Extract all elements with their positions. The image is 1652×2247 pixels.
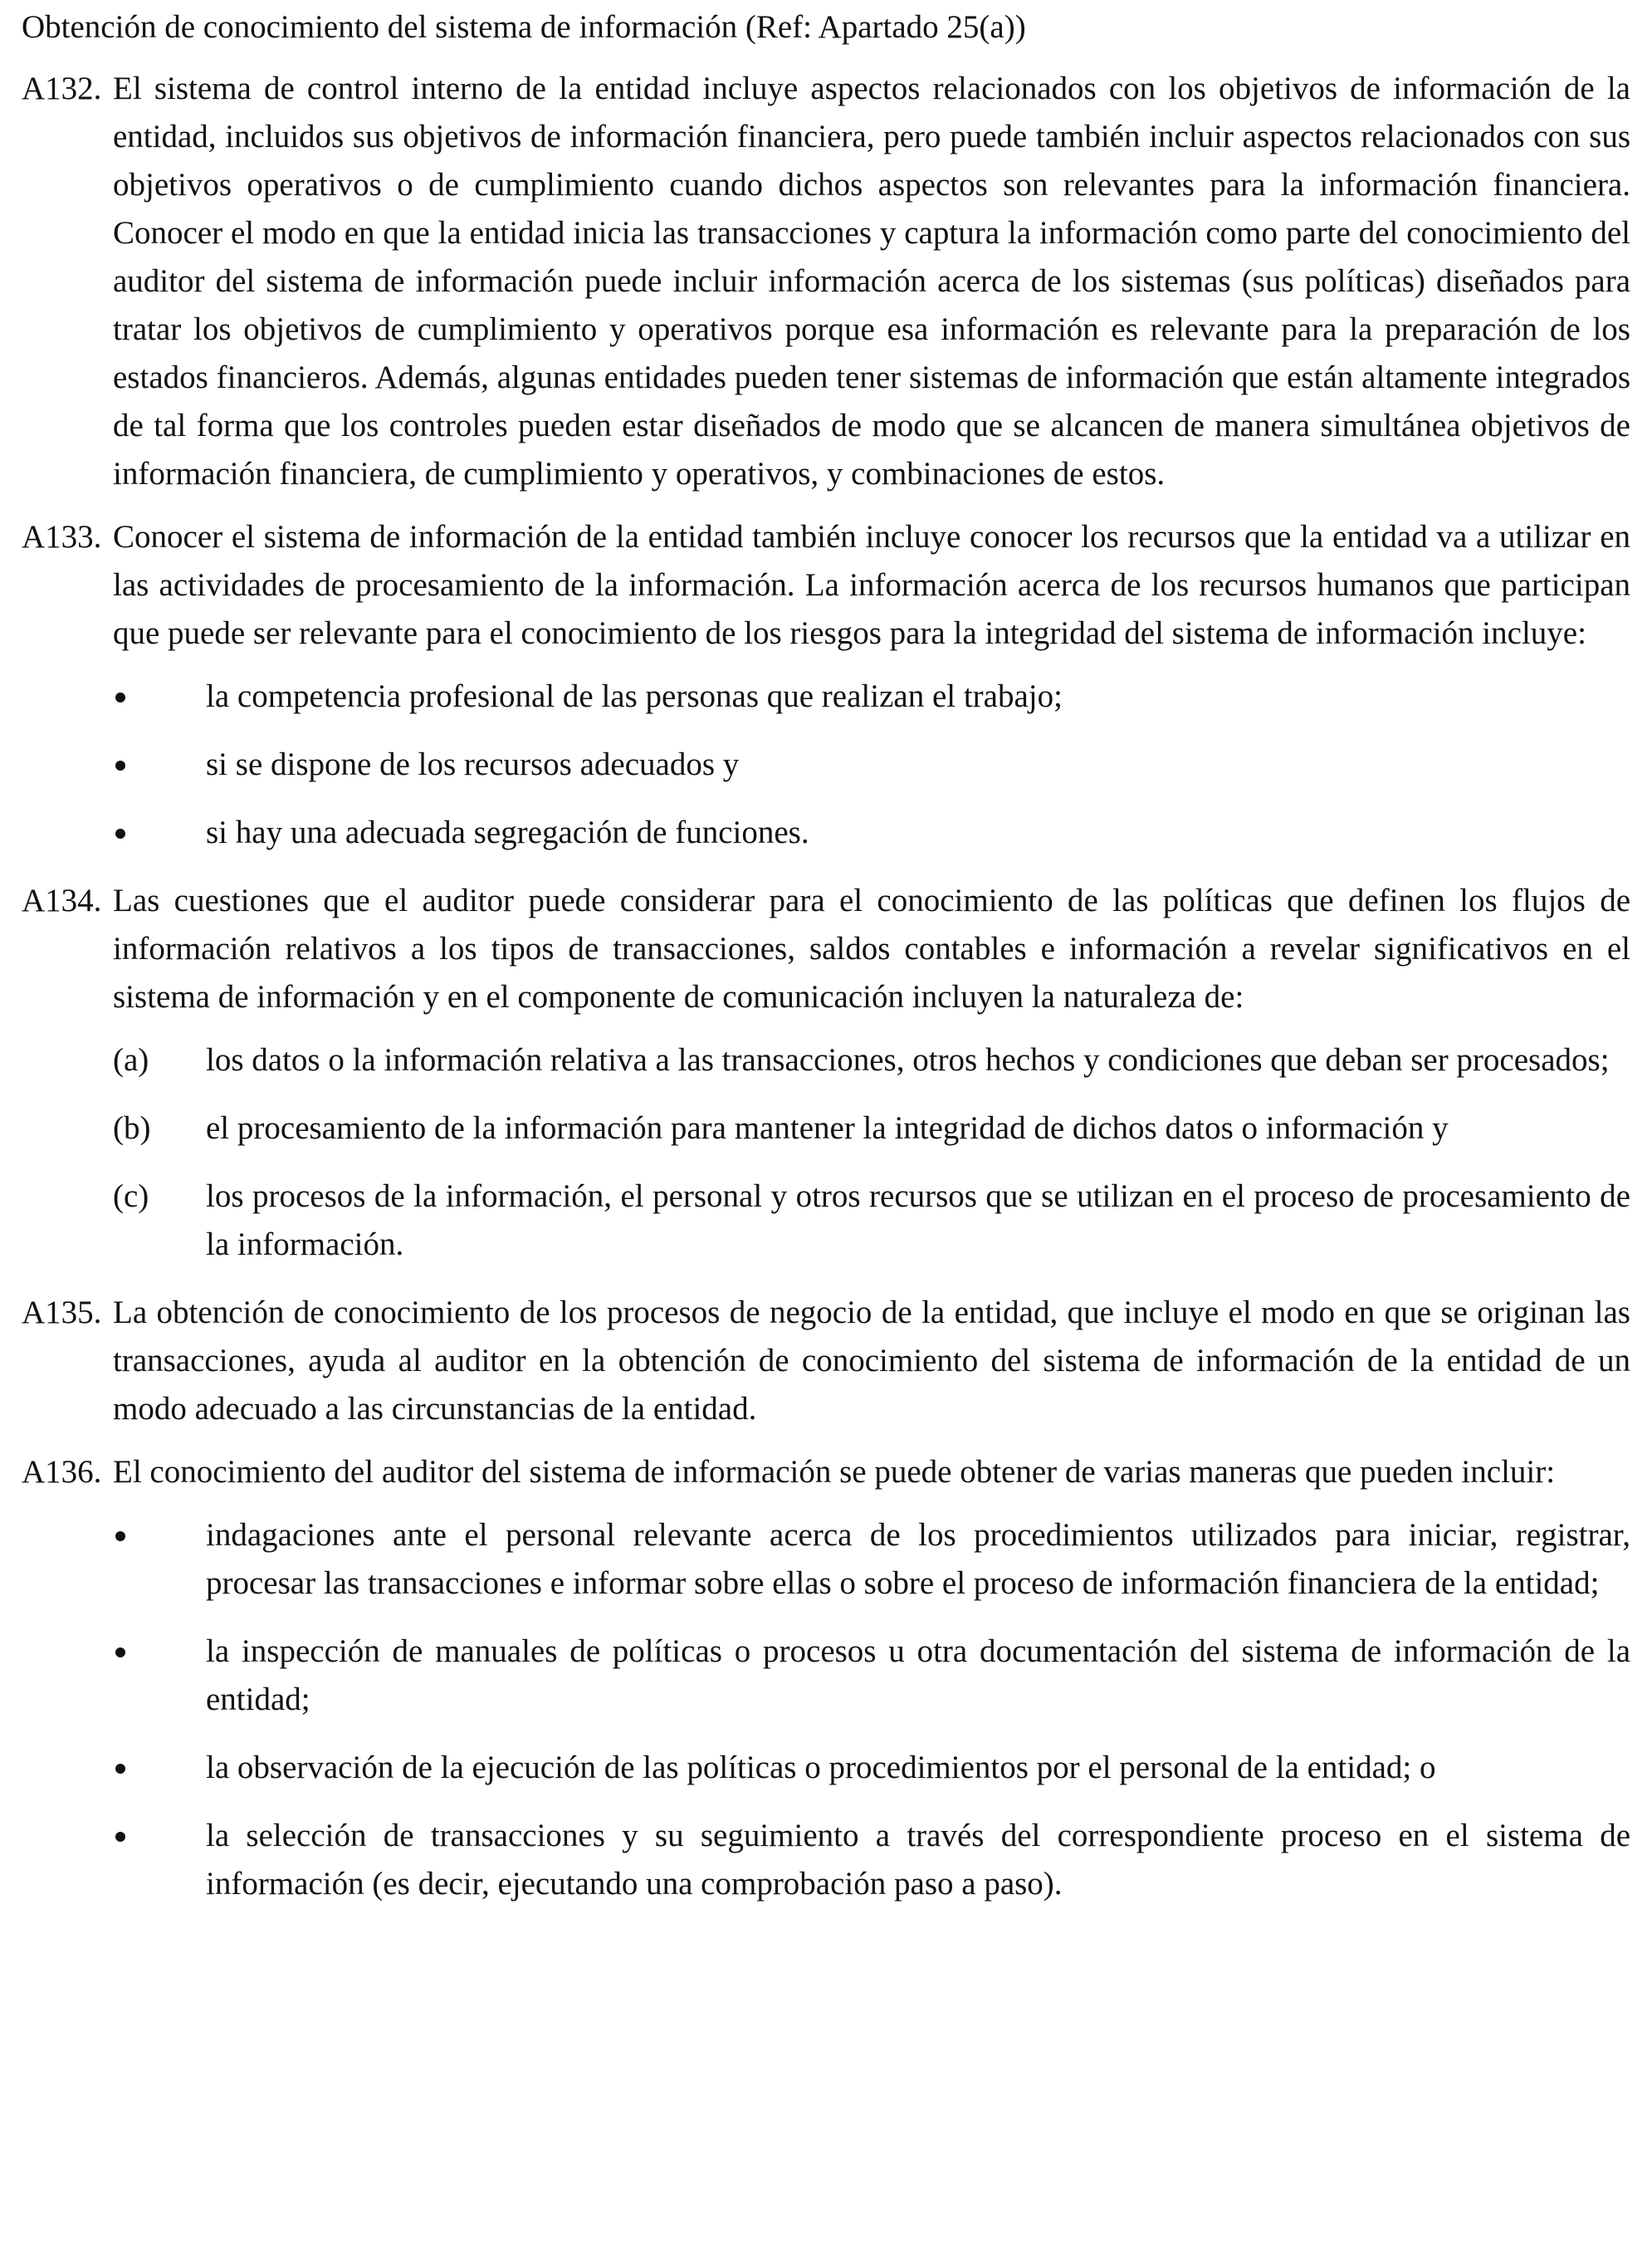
list-item <box>22 1036 1630 1084</box>
list-item <box>22 1812 1630 1908</box>
bullet-icon <box>115 693 125 702</box>
list-item-text: la inspección de manuales de políticas o procesos u otra documentación del sistema de información de la entidad; <box>206 1633 1630 1717</box>
list-item-text: los procesos de la información, el personal y otros recursos que se utilizan en el proceso de procesamiento de la información. <box>206 1178 1630 1262</box>
list-item-marker: (b) <box>113 1110 151 1146</box>
section-heading: Obtención de conocimiento del sistema de información (Ref: Apartado 25(a)) <box>22 9 1026 45</box>
list-item-text: indagaciones ante el personal relevante acerca de los procedimientos utilizados para iniciar, registrar, procesar las transacciones e informar sobre ellas o sobre el proceso de información financiera de la entidad; <box>206 1517 1630 1601</box>
list-item <box>22 673 1630 721</box>
paragraph-text: Las cuestiones que el auditor puede considerar para el conocimiento de las políticas que definen los flujos de información relativos a los tipos de transacciones, saldos contables e información a revelar significativos en el sistema de información y en el componente de comunicación incluyen la naturaleza de: <box>113 883 1630 1015</box>
bullet-icon <box>115 1647 125 1657</box>
list-item-text: la competencia profesional de las personas que realizan el trabajo; <box>206 678 1063 714</box>
paragraph-a135 <box>22 1289 1630 1433</box>
paragraph-text: Conocer el sistema de información de la entidad también incluye conocer los recursos que la entidad va a utilizar en las actividades de procesamiento de la información. La información acerca de los recursos humanos que participan que puede ser relevante para el conocimiento de los riesgos para la integridad del sistema de información incluye: <box>113 519 1630 651</box>
paragraph-number: A135. <box>22 1295 102 1330</box>
list-item <box>22 741 1630 789</box>
bullet-list-a136 <box>22 1511 1630 1908</box>
paragraph-number: A136. <box>22 1454 102 1490</box>
list-item <box>22 1172 1630 1269</box>
list-item-marker: (a) <box>113 1042 149 1078</box>
list-item <box>22 1744 1630 1792</box>
paragraph-number: A134. <box>22 883 102 918</box>
list-item <box>22 1104 1630 1153</box>
paragraph-a133 <box>22 513 1630 658</box>
list-item-text: el procesamiento de la información para mantener la integridad de dichos datos o información y <box>206 1110 1449 1146</box>
list-item-text: la observación de la ejecución de las políticas o procedimientos por el personal de la entidad; o <box>206 1750 1436 1785</box>
lettered-list-a134 <box>22 1036 1630 1269</box>
bullet-icon <box>115 829 125 839</box>
list-item <box>22 1628 1630 1724</box>
bullet-icon <box>115 761 125 771</box>
paragraph-text: El conocimiento del auditor del sistema de información se puede obtener de varias maneras que pueden incluir: <box>113 1454 1556 1490</box>
list-item-text: los datos o la información relativa a las transacciones, otros hechos y condiciones que deban ser procesados; <box>206 1042 1610 1078</box>
paragraph-number: A132. <box>22 71 102 106</box>
bullet-icon <box>115 1832 125 1842</box>
list-item-text: la selección de transacciones y su seguimiento a través del correspondiente proceso en el sistema de información (es decir, ejecutando una comprobación paso a paso). <box>206 1818 1630 1902</box>
list-item-marker: (c) <box>113 1178 149 1214</box>
list-item <box>22 1511 1630 1608</box>
bullet-icon <box>115 1764 125 1774</box>
paragraph-a132 <box>22 65 1630 498</box>
paragraph-text: La obtención de conocimiento de los procesos de negocio de la entidad, que incluye el modo en que se originan las transacciones, ayuda al auditor en la obtención de conocimiento del sistema de información de la entidad de un modo adecuado a las circunstancias de la entidad. <box>113 1295 1630 1427</box>
list-item-text: si se dispone de los recursos adecuados y <box>206 747 740 782</box>
document-page <box>22 3 1630 1928</box>
paragraph-number: A133. <box>22 519 102 555</box>
bullet-list-a133 <box>22 673 1630 857</box>
list-item-text: si hay una adecuada segregación de funciones. <box>206 815 809 850</box>
bullet-icon <box>115 1531 125 1541</box>
list-item <box>22 809 1630 857</box>
paragraph-a134 <box>22 877 1630 1021</box>
paragraph-text: El sistema de control interno de la entidad incluye aspectos relacionados con los objetivos de información de la entidad, incluidos sus objetivos de información financiera, pero puede también incluir aspectos relacionados con sus objetivos operativos o de cumplimiento cuando dichos aspectos son relevantes para la información financiera. Conocer el modo en que la entidad inicia las transacciones y captura la información como parte del conocimiento del auditor del sistema de información puede incluir información acerca de los sistemas (sus políticas) diseñados para tratar los objetivos de cumplimiento y operativos porque esa información es relevante para la preparación de los estados financieros. Además, algunas entidades pueden tener sistemas de información que están altamente integrados de tal forma que los controles pueden estar diseñados de modo que se alcancen de manera simultánea objetivos de información financiera, de cumplimiento y operativos, y combinaciones de estos. <box>113 71 1630 492</box>
paragraph-a136 <box>22 1448 1630 1496</box>
